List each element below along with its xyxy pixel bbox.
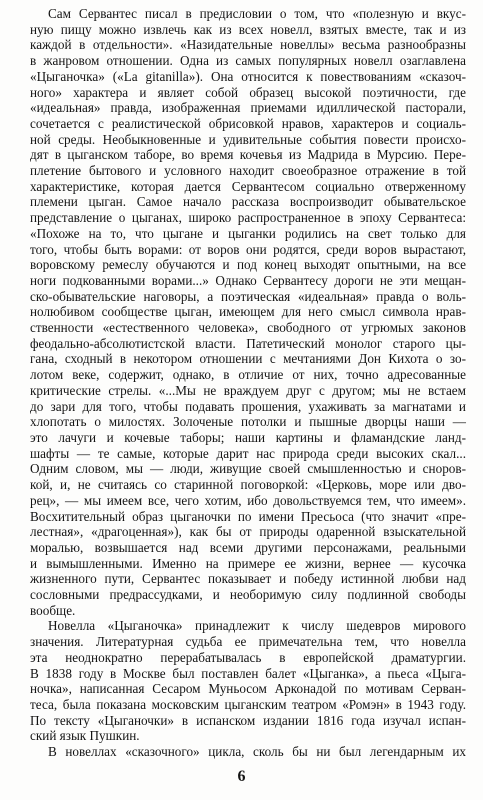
text-line: и вымышленными. Именно на примере ее жизни, вернее — кусочка (30, 555, 466, 571)
paragraph-3 (30, 744, 466, 760)
text-line: феодально-абсолютистской власти. Патетический монолог старого цы- (30, 335, 466, 351)
text-line: вообще. (30, 602, 76, 618)
text-line: теса, была показана московским цыганским театром «Ромэн» в 1943 году. (30, 696, 466, 712)
text-line: воровскому ремеслу обучаются и под конец выходят опытными, на все (30, 257, 466, 273)
text-line: лестная», «драгоценная»), как бы от природы одаренной взыскательной (30, 524, 466, 540)
text-line: Новелла «Цыганочка» принадлежит к числу шедевров мирового (48, 618, 466, 634)
text-line: ственности «естественного человека», свободного от угрюмых законов (30, 320, 466, 336)
text-line: Одним словом, мы — люди, живущие своей смышленностью и сноров- (30, 461, 466, 477)
text-line: в жанровом отношении. Одна из самых популярных новелл озаглавлена (30, 53, 466, 69)
text-line: ский язык Пушкин. (30, 728, 140, 744)
text-line: В 1838 году в Москве был поставлен балет «Цыганка», а пьеса «Цыга- (30, 665, 466, 681)
text-line: плетение бытового и условного находит своеобразное отражение в той (30, 163, 466, 179)
text-line: ночка», написанная Сесаром Муньосом Арконадой по мотивам Серван- (30, 681, 466, 697)
text-line: Восхитительный образ цыганочки по имени Пресьоса (что значит «пре- (30, 508, 466, 524)
text-line: По тексту «Цыганочки» в испанском издании 1816 года изучал испан- (30, 712, 466, 728)
text-line: значения. Литературная судьба ее примечательна тем, что новелла (30, 634, 466, 650)
text-line: кой, и, не считаясь со старинной поговоркой: «Церковь, море или дво- (30, 477, 466, 493)
text-line: представление о цыганах, широко распространенное в эпоху Сервантеса: (30, 210, 466, 226)
text-line: ной среды. Необыкновенные и удивительные события повести происхо- (30, 131, 466, 147)
text-line: моралью, возвышается над всеми другими персонажами, реальными (30, 539, 466, 555)
text-line: шафты — те самые, которые дарит нас природа среди высоких скал... (30, 445, 466, 461)
text-line: критические стрелы. «...Мы не враждуем друг с другом; мы не встаем (30, 382, 466, 398)
text-line: ную пищу можно извлечь как из всех новелл, взятых вместе, так и из (30, 21, 466, 37)
text-line: того, чтобы быть ворами: от воров они родятся, среди воров вырастают, (30, 241, 466, 257)
page-number: 6 (237, 768, 246, 785)
text-line: лотом веке, содержит, однако, в отличие от них, точно адресованные (30, 367, 466, 383)
text-line: эта неоднократно перерабатывалась в европейской драматургии. (30, 649, 466, 665)
text-line: В новеллах «сказочного» цикла, сколь бы ни был легендарным их (48, 744, 466, 760)
text-line: «идеальная» правда, изображенная приемами идиллической пасторали, (30, 100, 466, 116)
text-line: ноги подкованными ворами...» Однако Сервантесу дороги не эти мещан- (30, 272, 466, 288)
paragraph-1 (30, 6, 466, 618)
text-line: «Цыганочка» («La gitanilla»). Она относится к повествованиям «сказоч- (30, 68, 466, 84)
text-line: ного» характера и являет собой образец высокой поэтичности, где (30, 84, 466, 100)
text-column (30, 6, 466, 760)
text-line: «Похоже на то, что цыгане и цыганки родились на свет только для (30, 225, 466, 241)
text-line: характеристике, которая дается Сервантесом социально отверженному (30, 178, 466, 194)
text-line: каждой в отдельности». «Назидательные новеллы» весьма разнообразны (30, 37, 466, 53)
text-line: до зари для того, чтобы подавать прошения, ухаживать за магнатами и (30, 398, 466, 414)
text-line: сочетается с реалистической обрисовкой нравов, характеров и социаль- (30, 115, 466, 131)
paragraph-2 (30, 618, 466, 744)
text-line: гана, сходный в некотором отношении с мечтаниями Дон Кихота о зо- (30, 351, 466, 367)
text-line: рец», — мы имеем все, чего хотим, ибо довольствуемся тем, что имеем». (30, 492, 466, 508)
text-line: Сам Сервантес писал в предисловии о том, что «полезную и вкус- (48, 6, 466, 21)
text-line: ско-обывательские наговоры, а поэтическая «идеальная» правда о воль- (30, 288, 466, 304)
text-line: племени цыган. Самое начало рассказа воспроизводит обывательское (30, 194, 466, 210)
text-line: нолюбивом сообществе цыган, имеющем для него смысл символа нрав- (30, 304, 466, 320)
text-line: сословными предрассудками, и необоримую силу подлинной свободы (30, 587, 466, 603)
text-line: хлопотать о милостях. Золоченые потолки и пышные дворцы наши — (30, 414, 466, 430)
text-line: это лачуги и кочевые таборы; наши картины и фламандские ланд- (30, 429, 466, 445)
text-line: дят в цыганском таборе, во время кочевья из Мадрида в Мурсию. Пере- (30, 147, 466, 163)
text-line: жизненного пути, Сервантес показывает и победу истинной любви над (30, 571, 466, 587)
